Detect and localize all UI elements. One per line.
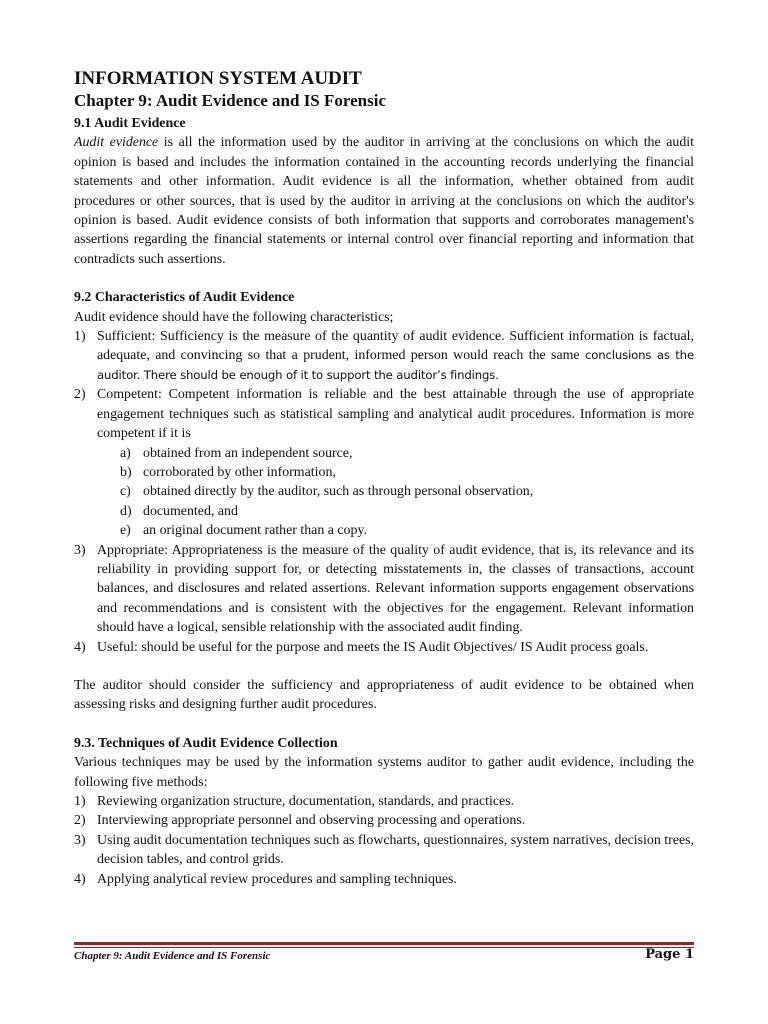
closing-paragraph: The auditor should consider the sufficiency and appropriateness of audit evidence to be obtained when assessing risks and designing further audit procedures. [74, 677, 694, 713]
page-content [74, 68, 694, 889]
list-text: Sufficient: Sufficiency is the measure of the quantity of audit evidence. Sufficient information is factual, adequate, and convincing so that a prudent, informed person would reach the same [97, 329, 694, 364]
list-item [74, 792, 694, 811]
list-text: Interviewing appropriate personnel and observing processing and operations. [97, 813, 526, 829]
list-number: 2) [74, 813, 86, 829]
list-item [74, 870, 694, 889]
document-title: INFORMATION SYSTEM AUDIT [74, 68, 362, 89]
list-number: 4) [74, 871, 86, 887]
term-audit-evidence: Audit evidence [74, 135, 159, 151]
sub-list-letter: b) [120, 464, 132, 480]
sub-list-text: an original document rather than a copy. [143, 523, 367, 539]
techniques-intro: Various techniques may be used by the information systems auditor to gather audit evidence, including the following five methods: [74, 755, 694, 790]
characteristics-list [74, 327, 694, 657]
list-item [74, 385, 694, 443]
sub-list-item [74, 463, 694, 482]
list-number: 1) [74, 329, 86, 345]
paragraph-audit-evidence [74, 133, 694, 269]
sub-list-item [74, 444, 694, 463]
footer-chapter-title: Chapter 9: Audit Evidence and IS Forensic [74, 950, 271, 962]
list-number: 2) [74, 387, 86, 403]
list-text: Using audit documentation techniques such as flowcharts, questionnaires, system narratives, decision trees, decision tables, and control grids. [97, 832, 694, 868]
sub-list-text: obtained from an independent source, [143, 445, 353, 461]
list-text: Competent: Competent information is reliable and the best attainable through the use of appropriate engagement techniques such as statistical sampling and analytical audit procedures. Information is more competent if it is [97, 387, 694, 442]
sub-list-letter: d) [120, 503, 132, 519]
sub-list-letter: e) [120, 523, 131, 539]
sub-list-letter: c) [120, 484, 131, 500]
list-number: 4) [74, 639, 86, 655]
list-number: 1) [74, 794, 86, 809]
list-item [74, 811, 694, 830]
list-text: Reviewing organization structure, documentation, standards, and practices. [97, 794, 515, 809]
sub-list-text: documented, and [143, 503, 238, 519]
list-text-tail: conclusions as the auditor. There should be enough of it to support the auditor’s findings. [97, 348, 694, 382]
sub-list-item [74, 521, 694, 540]
list-item [74, 831, 694, 870]
section-heading-9-3: 9.3. Techniques of Audit Evidence Collection [74, 735, 338, 751]
characteristics-intro: Audit evidence should have the following characteristics; [74, 309, 394, 325]
list-text: Applying analytical review procedures and sampling techniques. [97, 871, 457, 887]
list-number: 3) [74, 542, 86, 558]
techniques-list [74, 792, 694, 889]
sub-list-text: corroborated by other information, [143, 464, 336, 480]
list-number: 3) [74, 832, 86, 848]
list-item [74, 327, 694, 385]
sub-list-item [74, 482, 694, 501]
paragraph-body: is all the information used by the auditor in arriving at the conclusions on which the audit opinion is based and includes the information contained in the accounting records underlying the financial statements and other information. Audit evidence is all the information, whether obtained from audit procedures or other sources, that is used by the auditor in arriving at the conclusions on which the auditor's opinion is based. Audit evidence consists of both information that supports and corroborates management's assertions regarding the financial statements or internal control over financial reporting and information that contradicts such assertions. [74, 135, 694, 267]
page-number: Page 1 [645, 947, 694, 962]
footer-rule-thin [74, 947, 694, 948]
section-heading-9-1: 9.1 Audit Evidence [74, 116, 186, 131]
sub-list-item [74, 502, 694, 521]
footer-rule-thick [74, 942, 694, 945]
list-text: Useful: should be useful for the purpose and meets the IS Audit Objectives/ IS Audit process goals. [97, 639, 649, 655]
sub-list-letter: a) [120, 445, 131, 461]
section-heading-9-2: 9.2 Characteristics of Audit Evidence [74, 290, 295, 306]
list-item [74, 541, 694, 638]
list-text: Appropriate: Appropriateness is the measure of the quality of audit evidence, that is, its relevance and its reliability in providing support for, or detecting misstatements in, the classes of transactions, account balances, and disclosures and related assertions. Relevant information supports engagement observations and recommendations and is consistent with the objectives for the engagement. Relevant information should have a logical, sensible relationship with the associated audit finding. [97, 542, 694, 636]
sub-list-text: obtained directly by the auditor, such as through personal observation, [143, 484, 534, 500]
list-item [74, 638, 694, 657]
chapter-title: Chapter 9: Audit Evidence and IS Forensic [74, 91, 387, 110]
